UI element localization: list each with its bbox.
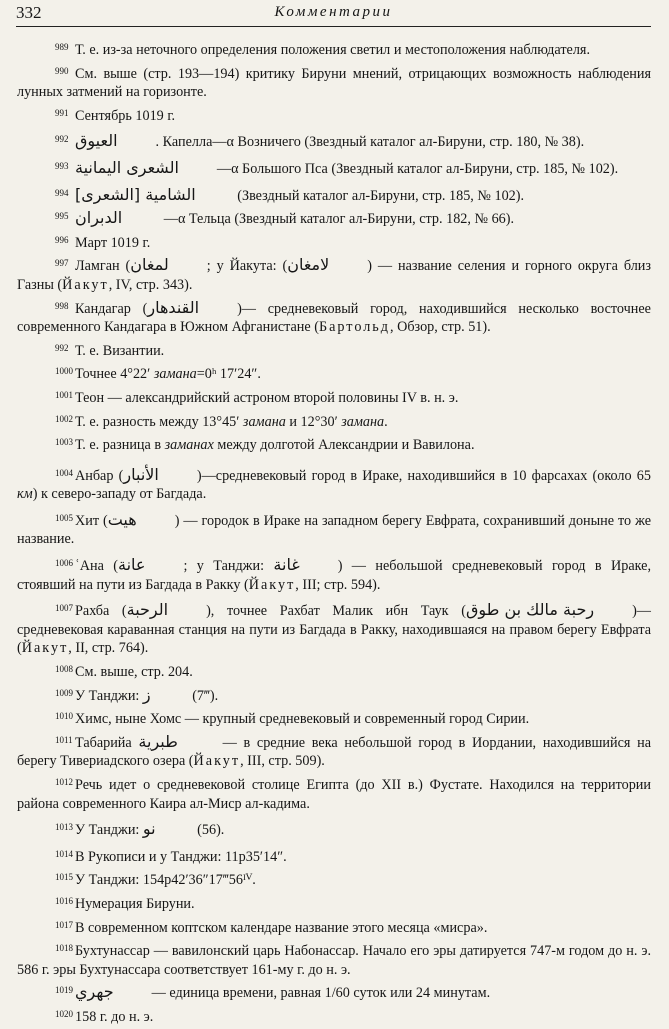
note-number: 1013 bbox=[55, 822, 73, 833]
running-title: Комментарии bbox=[274, 4, 393, 20]
note-1016: 1016 Нумерация Бируни. bbox=[17, 892, 651, 914]
arabic-term: الرحبة bbox=[126, 600, 169, 620]
note-number: 1000 bbox=[55, 366, 73, 377]
note-1012: 1012 Речь идет о средневековой столице Египта (до XII в.) Фустате. Находился на территории района современного Каира ал-Миср ал-кадима. bbox=[17, 773, 651, 813]
arabic-term: غانة bbox=[273, 555, 300, 575]
arabic-term: عانة bbox=[117, 555, 146, 575]
commentary-notes bbox=[17, 38, 651, 1029]
note-1008: 1008 См. выше, стр. 204. bbox=[17, 660, 651, 682]
arabic-term: جهري bbox=[75, 982, 114, 1002]
note-number: 1003 bbox=[55, 437, 73, 448]
note-number: 998 bbox=[55, 300, 69, 311]
note-number: 990 bbox=[55, 65, 69, 76]
note-number: 1002 bbox=[55, 413, 73, 424]
note-number: 991 bbox=[55, 107, 69, 118]
note-1011: 1011 Табарийа طبرية — в средние века небольшой город в Иордании, находившийся на берегу Тивериадского озера (Йакут, III, стр. 509). bbox=[17, 731, 651, 770]
arabic-term: لمغان bbox=[130, 255, 169, 275]
note-number: 995 bbox=[55, 211, 69, 222]
arabic-term: لامغان bbox=[287, 255, 330, 275]
note-number: 1004 bbox=[55, 467, 73, 478]
note-number: 992 bbox=[55, 342, 69, 353]
note-number: 1006 bbox=[55, 558, 73, 569]
note-1006: 1006 ʿАна (عانة ; у Танджи: غانة ) — небольшой средневековый город в Ираке, стоявший на пути из Багдада в Ракку (Йакут, III; стр. 594). bbox=[17, 555, 651, 593]
note-1013: 1013 У Танджи: نو (56). bbox=[55, 819, 225, 839]
page-number: 332 bbox=[16, 3, 42, 22]
note-998: 998 Кандагар (القندهار )— средневековый город, находившийся несколько восточнее современного Кандагара в Южном Афганистане (Бартольд, Обзор, стр. 51). bbox=[17, 297, 651, 336]
note-1002: 1002 Т. е. разность между 13°45′ замана и 12°30′ замана. bbox=[17, 410, 651, 432]
note-number: 1014 bbox=[55, 848, 73, 859]
arabic-term: العيوق bbox=[75, 131, 118, 151]
page-header bbox=[16, 0, 651, 27]
note-1007: 1007 Рахба (الرحبة ), точнее Рахбат Малик ибн Таук (رحبة مالك بن طوق )—средневековая караванная станция на пути из Багдада в Ракку, находившаяся на правом берегу Евфрата (Йакут, II, стр. 764). bbox=[17, 600, 651, 657]
note-number: 992 bbox=[55, 134, 69, 145]
note-number: 1018 bbox=[55, 943, 73, 954]
note-number: 1009 bbox=[55, 687, 73, 698]
note-1017: 1017 В современном коптском календаре название этого месяца «мисра». bbox=[17, 916, 651, 938]
note-996: 996 Март 1019 г. bbox=[17, 231, 651, 253]
note-1020: 1020 158 г. до н. э. bbox=[17, 1005, 651, 1027]
note-number: 989 bbox=[55, 42, 69, 52]
arabic-term: الشعرى اليمانية bbox=[75, 157, 179, 177]
note-1014: 1014 В Рукописи и у Танджи: 11р35′14″. bbox=[17, 845, 651, 867]
note-991: 991 Сентябрь 1019 г. bbox=[17, 104, 651, 126]
note-1001: 1001 Теон — александрийский астроном второй половины IV в. н. э. bbox=[17, 386, 651, 408]
arabic-term: طبرية bbox=[138, 731, 178, 751]
note-994: 994 الشامية [الشعرى] (Звездный каталог ал-Бируни, стр. 185, № 102). bbox=[55, 184, 525, 204]
note-1019: 1019 جهري — единица времени, равная 1/60 суток или 24 минутам. bbox=[55, 982, 491, 1002]
note-number: 1012 bbox=[55, 777, 73, 787]
note-999: 992 Т. е. Византии. bbox=[17, 339, 651, 361]
note-number: 1001 bbox=[55, 389, 73, 400]
note-992: 992 العيوق . Капелла—α Возничего (Звездный каталог ал-Бируни, стр. 180, № 38). bbox=[55, 131, 585, 151]
arabic-term: الأنبار bbox=[123, 464, 159, 484]
arabic-term: الدبران bbox=[75, 208, 123, 228]
note-1003: 1003 Т. е. разница в заманах между долготой Александрии и Вавилона. bbox=[17, 433, 651, 455]
arabic-term: رحبة مالك بن طوق bbox=[465, 600, 595, 620]
note-993: 993 الشعرى اليمانية —α Большого Пса (Звездный каталог ал-Бируни, стр. 185, № 102). bbox=[55, 157, 619, 177]
note-1000: 1000 Точнее 4°22′ замана=0ʰ 17′24″. bbox=[17, 362, 651, 384]
note-989: 989 Т. е. из-за неточного определения положения светил и местоположения наблюдателя. bbox=[17, 38, 651, 60]
note-number: 997 bbox=[55, 258, 69, 269]
note-number: 1016 bbox=[55, 895, 73, 906]
note-number: 1011 bbox=[55, 734, 73, 745]
note-number: 1017 bbox=[55, 919, 73, 930]
note-number: 1015 bbox=[55, 872, 73, 883]
arabic-term: نو bbox=[142, 819, 156, 839]
note-1004: 1004 Анбар (الأنبار )—средневековый город в Ираке, находившийся в 10 фарсахах (около 65 км) к северо-западу от Багдада. bbox=[17, 464, 651, 503]
note-number: 996 bbox=[55, 234, 69, 245]
note-997: 997 Ламган (لمغان ; у Йакута: (لامغان ) — название селения и горного округа близ Газны (Йакут, IV, стр. 343). bbox=[17, 255, 651, 293]
note-995: 995 الدبران —α Тельца (Звездный каталог ал-Бируни, стр. 182, № 66). bbox=[55, 208, 515, 228]
note-1010: 1010 Химс, ныне Хомс — крупный средневековый и современный город Сирии. bbox=[17, 707, 651, 729]
note-number: 1010 bbox=[55, 711, 73, 722]
arabic-term: الشامية [الشعرى] bbox=[75, 184, 196, 204]
arabic-term: هيت bbox=[107, 509, 137, 529]
note-1018: 1018 Бухтунассар — вавилонский царь Набонассар. Начало его эры датируется 747-м годом до н. э. 586 г. эры Бухтунассара соответствует 161-му г. до н. э. bbox=[17, 939, 651, 979]
note-1009: 1009 У Танджи: ز (7‴). bbox=[55, 684, 219, 704]
note-number: 994 bbox=[55, 187, 69, 198]
note-number: 1005 bbox=[55, 512, 73, 523]
note-number: 1008 bbox=[55, 664, 73, 675]
note-990: 990 См. выше (стр. 193—194) критику Бируни мнений, отрицающих возможность наблюдения лунных затмений на горизонте. bbox=[17, 62, 651, 102]
note-1015: 1015 У Танджи: 154р42′36″17‴56ᴵⱽ. bbox=[17, 868, 651, 890]
arabic-term: القندهار bbox=[147, 297, 200, 317]
arabic-term: ز bbox=[142, 684, 151, 704]
note-number: 1020 bbox=[55, 1008, 73, 1019]
note-number: 993 bbox=[55, 160, 69, 171]
note-number: 1007 bbox=[55, 603, 73, 614]
note-number: 1019 bbox=[55, 985, 73, 996]
note-1005: 1005 Хит (هيت ) — городок в Ираке на западном берегу Евфрата, сохранивший доныне то же название. bbox=[17, 509, 651, 548]
